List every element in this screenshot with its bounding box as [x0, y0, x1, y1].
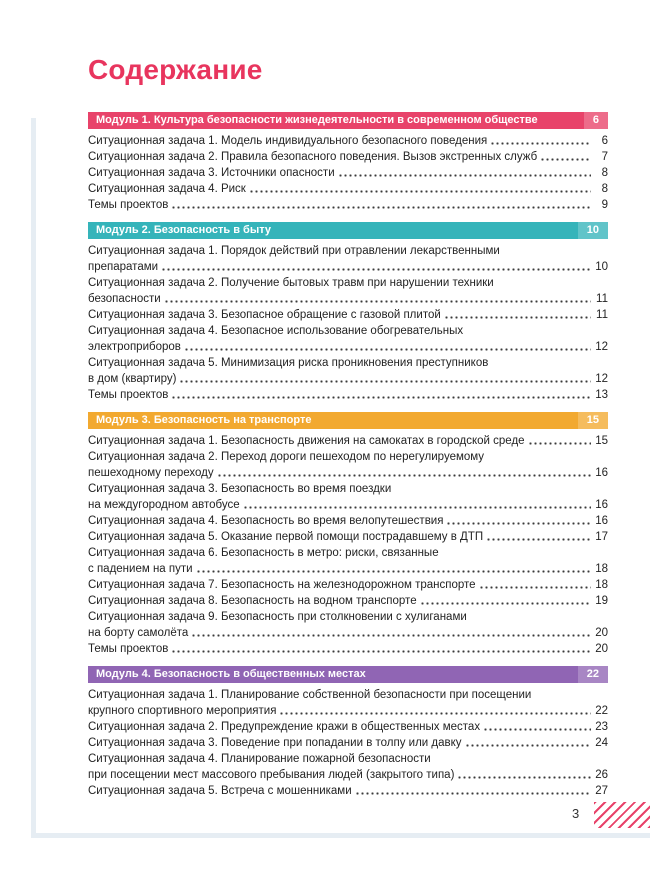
toc-entry: [88, 433, 608, 449]
toc-entry: [88, 783, 608, 799]
entry-text: Ситуационная задача 3. Безопасность во время поездки: [88, 483, 392, 495]
entry-line: [88, 719, 608, 735]
leader-dots: [457, 775, 591, 780]
entry-line: [88, 165, 608, 181]
entry-line: [88, 767, 608, 783]
entry-line: [88, 751, 608, 767]
page-title: Содержание: [88, 54, 263, 85]
entry-line: [88, 625, 608, 641]
toc-entry: [88, 355, 608, 387]
entry-page-number: 19: [595, 595, 608, 607]
entry-text: Темы проектов: [88, 199, 169, 211]
entry-page-number: 10: [595, 261, 608, 273]
toc-entry: [88, 307, 608, 323]
entry-page-number: 27: [595, 785, 608, 797]
toc-entry: [88, 181, 608, 197]
entry-text: пешеходному переходу: [88, 467, 214, 479]
entry-line: [88, 481, 608, 497]
entry-text: Ситуационная задача 9. Безопасность при столкновении с хулиганами: [88, 611, 467, 623]
entry-line: [88, 687, 608, 703]
entry-page-number: 11: [596, 293, 608, 305]
toc-entry: [88, 641, 608, 657]
entry-line: [88, 197, 608, 213]
entry-page-number: 12: [595, 373, 608, 385]
toc-entry: [88, 323, 608, 355]
entry-page-number: 8: [601, 167, 608, 179]
entry-line: [88, 181, 608, 197]
corner-stripes-decoration: [594, 802, 650, 828]
entry-text: препаратами: [88, 261, 159, 273]
entry-line: [88, 703, 608, 719]
entry-text: Ситуационная задача 5. Минимизация риска проникновения преступников: [88, 357, 489, 369]
entry-page-number: 7: [601, 151, 608, 163]
module-page-number: 22: [578, 666, 608, 683]
leader-dots: [490, 141, 591, 146]
entry-line: [88, 387, 608, 403]
toc-entry: [88, 609, 608, 641]
toc-entry: [88, 481, 608, 513]
toc-entry: [88, 243, 608, 275]
entry-page-number: 15: [595, 435, 608, 447]
entry-text: Ситуационная задача 1. Безопасность движения на самокатах в городской среде: [88, 435, 525, 447]
module-header: [88, 112, 608, 129]
module-section: [88, 112, 608, 213]
toc-entry: [88, 449, 608, 481]
entry-page-number: 18: [595, 579, 608, 591]
leader-dots: [540, 157, 591, 162]
entry-text: Ситуационная задача 3. Источники опасности: [88, 167, 335, 179]
entry-page-number: 12: [595, 341, 608, 353]
toc-entry: [88, 165, 608, 181]
entry-text: Ситуационная задача 1. Модель индивидуального безопасного поведения: [88, 135, 488, 147]
entry-line: [88, 513, 608, 529]
entry-text: в дом (квартиру): [88, 373, 177, 385]
entry-page-number: 16: [595, 467, 608, 479]
entry-text: на междугородном автобусе: [88, 499, 240, 511]
entry-text: Ситуационная задача 4. Безопасное использование обогревательных: [88, 325, 464, 337]
toc-entry: [88, 275, 608, 307]
toc-entry: [88, 687, 608, 719]
toc-modules: [88, 112, 608, 799]
entry-line: [88, 465, 608, 481]
leader-dots: [191, 633, 591, 638]
entry-page-number: 16: [595, 499, 608, 511]
toc-entry: [88, 387, 608, 403]
leader-dots: [420, 601, 591, 606]
module-title: Модуль 2. Безопасность в быту: [96, 224, 272, 236]
module-title: Модуль 3. Безопасность на транспорте: [96, 414, 312, 426]
entry-line: [88, 641, 608, 657]
leader-dots: [355, 791, 591, 796]
entry-text: Ситуационная задача 4. Планирование пожарной безопасности: [88, 753, 431, 765]
leader-dots: [483, 727, 591, 732]
leader-dots: [528, 441, 591, 446]
entry-line: [88, 243, 608, 259]
entry-text: Ситуационная задача 5. Встреча с мошенниками: [88, 785, 352, 797]
entry-line: [88, 449, 608, 465]
entry-line: [88, 339, 608, 355]
entry-line: [88, 291, 608, 307]
entry-page-number: 8: [601, 183, 608, 195]
entry-text: Ситуационная задача 1. Планирование собственной безопасности при посещении: [88, 689, 532, 701]
entry-page-number: 11: [596, 309, 608, 321]
entry-page-number: 6: [601, 135, 608, 147]
entry-page-number: 18: [595, 563, 608, 575]
leader-dots: [479, 585, 591, 590]
entry-text: Ситуационная задача 4. Риск: [88, 183, 246, 195]
module-header: [88, 666, 608, 683]
toc-entry: [88, 577, 608, 593]
leader-dots: [196, 569, 591, 574]
toc-entry: [88, 545, 608, 577]
module-section: [88, 412, 608, 657]
leader-dots: [338, 173, 591, 178]
module-title: Модуль 1. Культура безопасности жизнедеятельности в современном обществе: [96, 114, 538, 126]
leader-dots: [164, 299, 591, 304]
entry-line: [88, 545, 608, 561]
toc-entry: [88, 513, 608, 529]
toc-entry: [88, 719, 608, 735]
entry-text: Ситуационная задача 8. Безопасность на водном транспорте: [88, 595, 417, 607]
toc-entry: [88, 133, 608, 149]
module-header: [88, 222, 608, 239]
entry-text: электроприборов: [88, 341, 181, 353]
entry-line: [88, 497, 608, 513]
toc-entry: [88, 197, 608, 213]
leader-dots: [249, 189, 591, 194]
entry-page-number: 20: [595, 643, 608, 655]
module-section: [88, 222, 608, 403]
entry-page-number: 22: [595, 705, 608, 717]
leader-dots: [446, 521, 591, 526]
leader-dots: [465, 743, 591, 748]
leader-dots: [444, 315, 591, 320]
footer-page-number: 3: [572, 806, 580, 821]
page-frame-bottom: [31, 833, 650, 838]
toc-entry: [88, 529, 608, 545]
leader-dots: [161, 267, 591, 272]
entry-line: [88, 259, 608, 275]
leader-dots: [217, 473, 591, 478]
module-page-number: 10: [578, 222, 608, 239]
entry-page-number: 13: [595, 389, 608, 401]
entry-line: [88, 561, 608, 577]
entry-page-number: 9: [601, 199, 608, 211]
entry-line: [88, 735, 608, 751]
entry-page-number: 24: [595, 737, 608, 749]
toc-entry: [88, 735, 608, 751]
toc-content: [88, 54, 608, 808]
entry-text: Ситуационная задача 2. Правила безопасного поведения. Вызов экстренных служб: [88, 151, 538, 163]
module-page-number: 15: [578, 412, 608, 429]
toc-entry: [88, 593, 608, 609]
toc-entry: [88, 149, 608, 165]
leader-dots: [179, 379, 591, 384]
entry-text: Ситуационная задача 4. Безопасность во время велопутешествия: [88, 515, 444, 527]
entry-text: Ситуационная задача 7. Безопасность на железнодорожном транспорте: [88, 579, 476, 591]
entry-line: [88, 433, 608, 449]
entry-line: [88, 275, 608, 291]
entry-page-number: 17: [595, 531, 608, 543]
leader-dots: [184, 347, 591, 352]
entry-line: [88, 371, 608, 387]
entry-line: [88, 149, 608, 165]
entry-text: Ситуационная задача 3. Безопасное обращение с газовой плитой: [88, 309, 441, 321]
module-page-number: 6: [584, 112, 608, 129]
leader-dots: [171, 205, 591, 210]
leader-dots: [279, 711, 591, 716]
entry-text: Ситуационная задача 2. Предупреждение кражи в общественных местах: [88, 721, 481, 733]
entry-text: на борту самолёта: [88, 627, 189, 639]
entry-text: Темы проектов: [88, 643, 169, 655]
entry-text: при посещении мест массового пребывания людей (закрытого типа): [88, 769, 455, 781]
entry-text: Ситуационная задача 1. Порядок действий при отравлении лекарственными: [88, 245, 500, 257]
entry-line: [88, 529, 608, 545]
entry-text: Темы проектов: [88, 389, 169, 401]
entry-text: безопасности: [88, 293, 161, 305]
entry-page-number: 23: [595, 721, 608, 733]
entry-line: [88, 609, 608, 625]
leader-dots: [171, 649, 591, 654]
entry-text: с падением на пути: [88, 563, 193, 575]
entry-line: [88, 593, 608, 609]
module-title: Модуль 4. Безопасность в общественных местах: [96, 668, 366, 680]
entry-text: Ситуационная задача 6. Безопасность в метро: риски, связанные: [88, 547, 439, 559]
leader-dots: [171, 395, 591, 400]
entry-line: [88, 355, 608, 371]
toc-entry: [88, 751, 608, 783]
page-frame-left: [31, 118, 36, 838]
leader-dots: [486, 537, 591, 542]
entry-page-number: 20: [595, 627, 608, 639]
entry-line: [88, 323, 608, 339]
entry-page-number: 26: [595, 769, 608, 781]
entry-text: Ситуационная задача 3. Поведение при попадании в толпу или давку: [88, 737, 462, 749]
entry-page-number: 16: [595, 515, 608, 527]
entry-line: [88, 577, 608, 593]
module-section: [88, 666, 608, 799]
entry-line: [88, 307, 608, 323]
leader-dots: [243, 505, 591, 510]
entry-text: Ситуационная задача 2. Переход дороги пешеходом по нерегулируемому: [88, 451, 485, 463]
module-header: [88, 412, 608, 429]
entry-text: крупного спортивного мероприятия: [88, 705, 277, 717]
entry-text: Ситуационная задача 5. Оказание первой помощи пострадавшему в ДТП: [88, 531, 484, 543]
entry-line: [88, 783, 608, 799]
entry-line: [88, 133, 608, 149]
entry-text: Ситуационная задача 2. Получение бытовых травм при нарушении техники: [88, 277, 494, 289]
